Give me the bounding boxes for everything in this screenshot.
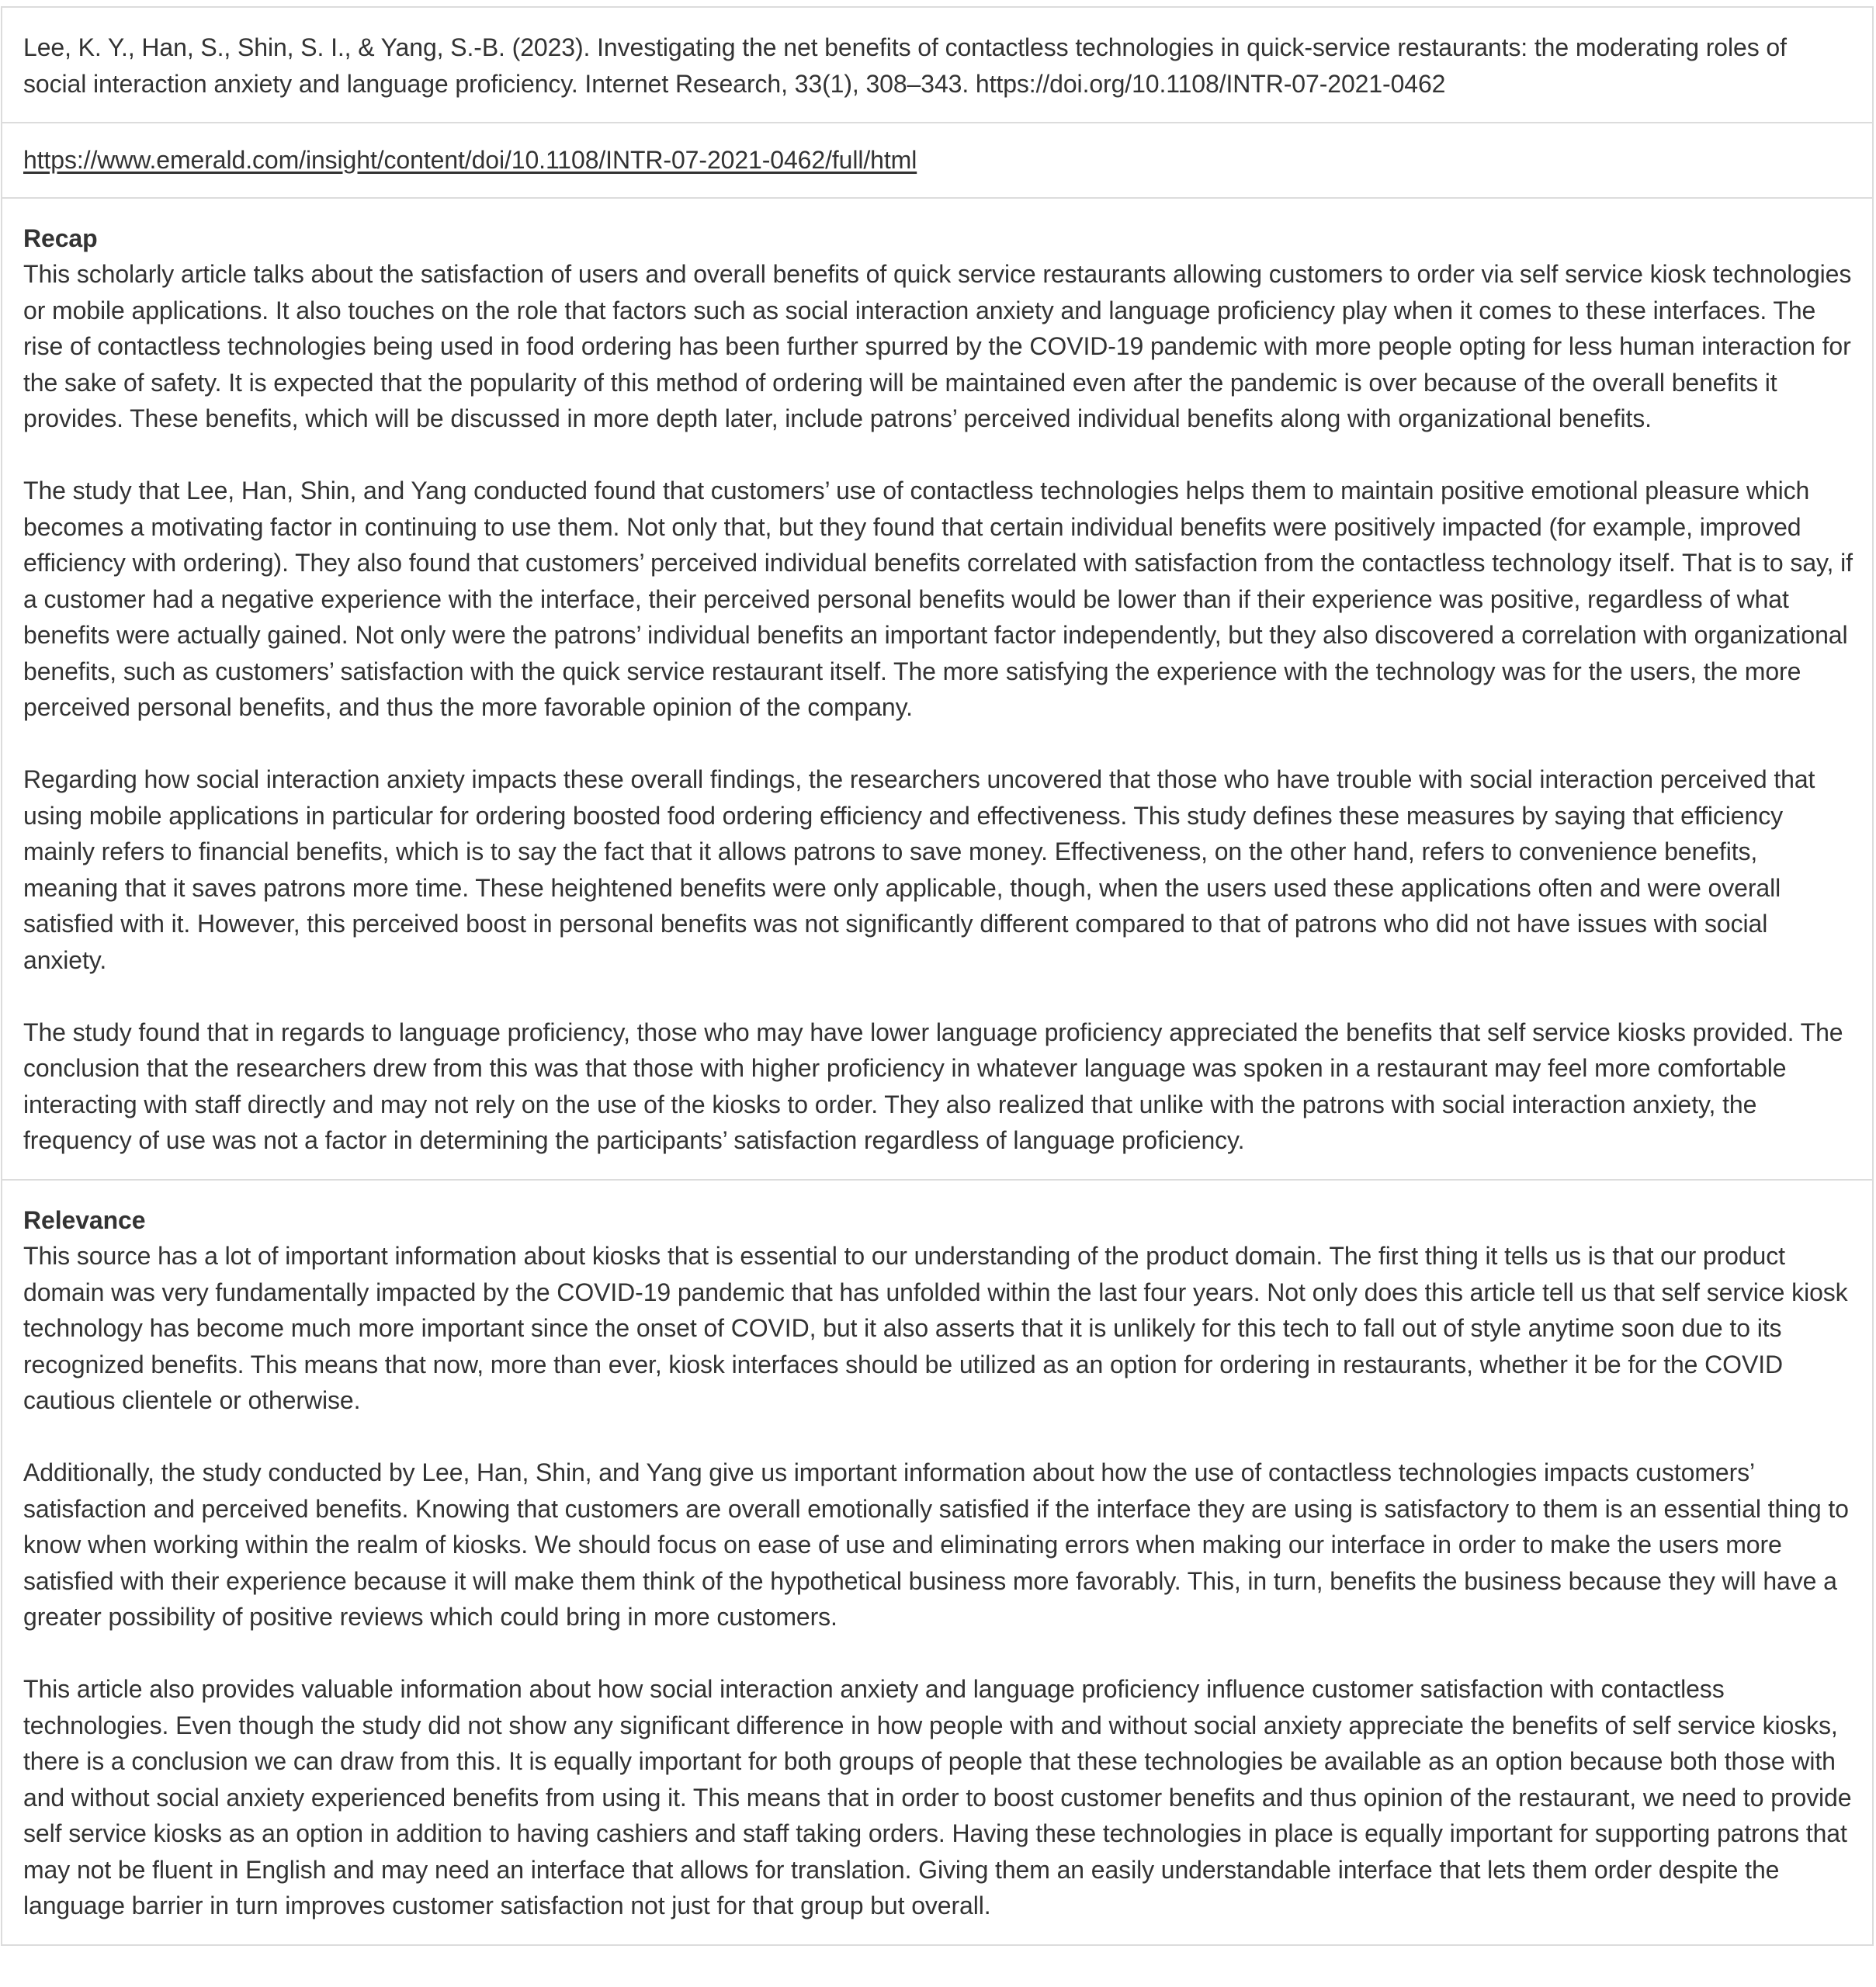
recap-paragraph: The study found that in regards to language proficiency, those who may have lower language proficiency appreciated the benefits that self service kiosks provided. The conclusion that the researchers drew from this was that those with higher proficiency in whatever language was spoken in a restaurant may feel more comfortable interacting with staff directly and may not rely on the use of the kiosks to order. They also realized that unlike with the patrons with social interaction anxiety, the frequency of use was not a factor in determining the participants’ satisfaction regardless of language proficiency.	[23, 1018, 1843, 1154]
relevance-cell	[2, 1181, 1872, 1946]
source-link-cell	[2, 123, 1872, 199]
citation-cell	[2, 8, 1872, 123]
citation-text: Lee, K. Y., Han, S., Shin, S. I., & Yang, S.-B. (2023). Investigating the net benefits of contactless technologies in quick-service restaurants: the moderating roles of social interaction anxiety and language proficiency. Internet Research, 33(1), 308–343. https://doi.org/10.1108/INTR-07-2021-0462	[23, 33, 1787, 98]
annotation-table	[1, 6, 1874, 1946]
relevance-heading: Relevance	[23, 1205, 146, 1234]
recap-cell	[2, 199, 1872, 1181]
recap-paragraph: The study that Lee, Han, Shin, and Yang conducted found that customers’ use of contactless technologies helps them to maintain positive emotional pleasure which becomes a motivating factor in continuing to use them. Not only that, but they found that certain individual benefits were positively impacted (for example, improved efficiency with ordering). They also found that customers’ perceived individual benefits correlated with satisfaction from the contactless technology itself. That is to say, if a customer had a negative experience with the interface, their perceived personal benefits would be lower than if their experience was positive, regardless of what benefits were actually gained. Not only were the patrons’ individual benefits an important factor independently, but they also discovered a correlation with organizational benefits, such as customers’ satisfaction with the quick service restaurant itself. The more satisfying the experience with the technology was for the users, the more perceived personal benefits, and thus the more favorable opinion of the company.	[23, 477, 1853, 721]
recap-paragraph: This scholarly article talks about the satisfaction of users and overall benefits of quick service restaurants allowing customers to order via self service kiosk technologies or mobile applications. It also touches on the role that factors such as social interaction anxiety and language proficiency play when it comes to these interfaces. The rise of contactless technologies being used in food ordering has been further spurred by the COVID-19 pandemic with more people opting for less human interaction for the sake of safety. It is expected that the popularity of this method of ordering will be maintained even after the pandemic is over because of the overall benefits it provides. These benefits, which will be discussed in more depth later, include patrons’ perceived individual benefits along with organizational benefits.	[23, 260, 1852, 432]
relevance-paragraph: This source has a lot of important information about kiosks that is essential to our understanding of the product domain. The first thing it tells us is that our product domain was very fundamentally impacted by the COVID-19 pandemic that has unfolded within the last four years. Not only does this article tell us that self service kiosk technology has become much more important since the onset of COVID, but it also asserts that it is unlikely for this tech to fall out of style anytime soon due to its recognized benefits. This means that now, more than ever, kiosk interfaces should be utilized as an option for ordering in restaurants, whether it be for the COVID cautious clientele or otherwise.	[23, 1242, 1848, 1414]
recap-paragraph: Regarding how social interaction anxiety impacts these overall findings, the researchers uncovered that those who have trouble with social interaction perceived that using mobile applications in particular for ordering boosted food ordering efficiency and effectiveness. This study defines these measures by saying that efficiency mainly refers to financial benefits, which is to say the fact that it allows patrons to save money. Effectiveness, on the other hand, refers to convenience benefits, meaning that it saves patrons more time. These heightened benefits were only applicable, though, when the users used these applications often and were overall satisfied with it. However, this perceived boost in personal benefits was not significantly different compared to that of patrons who did not have issues with social anxiety.	[23, 765, 1815, 974]
relevance-paragraph: Additionally, the study conducted by Lee, Han, Shin, and Yang give us important information about how the use of contactless technologies impacts customers’ satisfaction and perceived benefits. Knowing that customers are overall emotionally satisfied if the interface they are using is satisfactory to them is an essential thing to know when working within the realm of kiosks. We should focus on ease of use and eliminating errors when making our interface in order to make the users more satisfied with their experience because it will make them think of the hypothetical business more favorably. This, in turn, benefits the business because they will have a greater possibility of positive reviews which could bring in more customers.	[23, 1458, 1849, 1631]
relevance-paragraph: This article also provides valuable information about how social interaction anxiety and language proficiency influence customer satisfaction with contactless technologies. Even though the study did not show any significant difference in how people with and without social anxiety appreciate the benefits of self service kiosks, there is a conclusion we can draw from this. It is equally important for both groups of people that these technologies be available as an option because both those with and without social anxiety experienced benefits from using it. This means that in order to boost customer benefits and thus opinion of the restaurant, we need to provide self service kiosks as an option in addition to having cashiers and staff taking orders. Having these technologies in place is equally important for supporting patrons that may not be fluent in English and may need an interface that allows for translation. Giving them an easily understandable interface that lets them order despite the language barrier in turn improves customer satisfaction not just for that group but overall.	[23, 1675, 1852, 1919]
source-link[interactable]: https://www.emerald.com/insight/content/doi/10.1108/INTR-07-2021-0462/full/html	[23, 146, 917, 174]
recap-heading: Recap	[23, 224, 98, 252]
